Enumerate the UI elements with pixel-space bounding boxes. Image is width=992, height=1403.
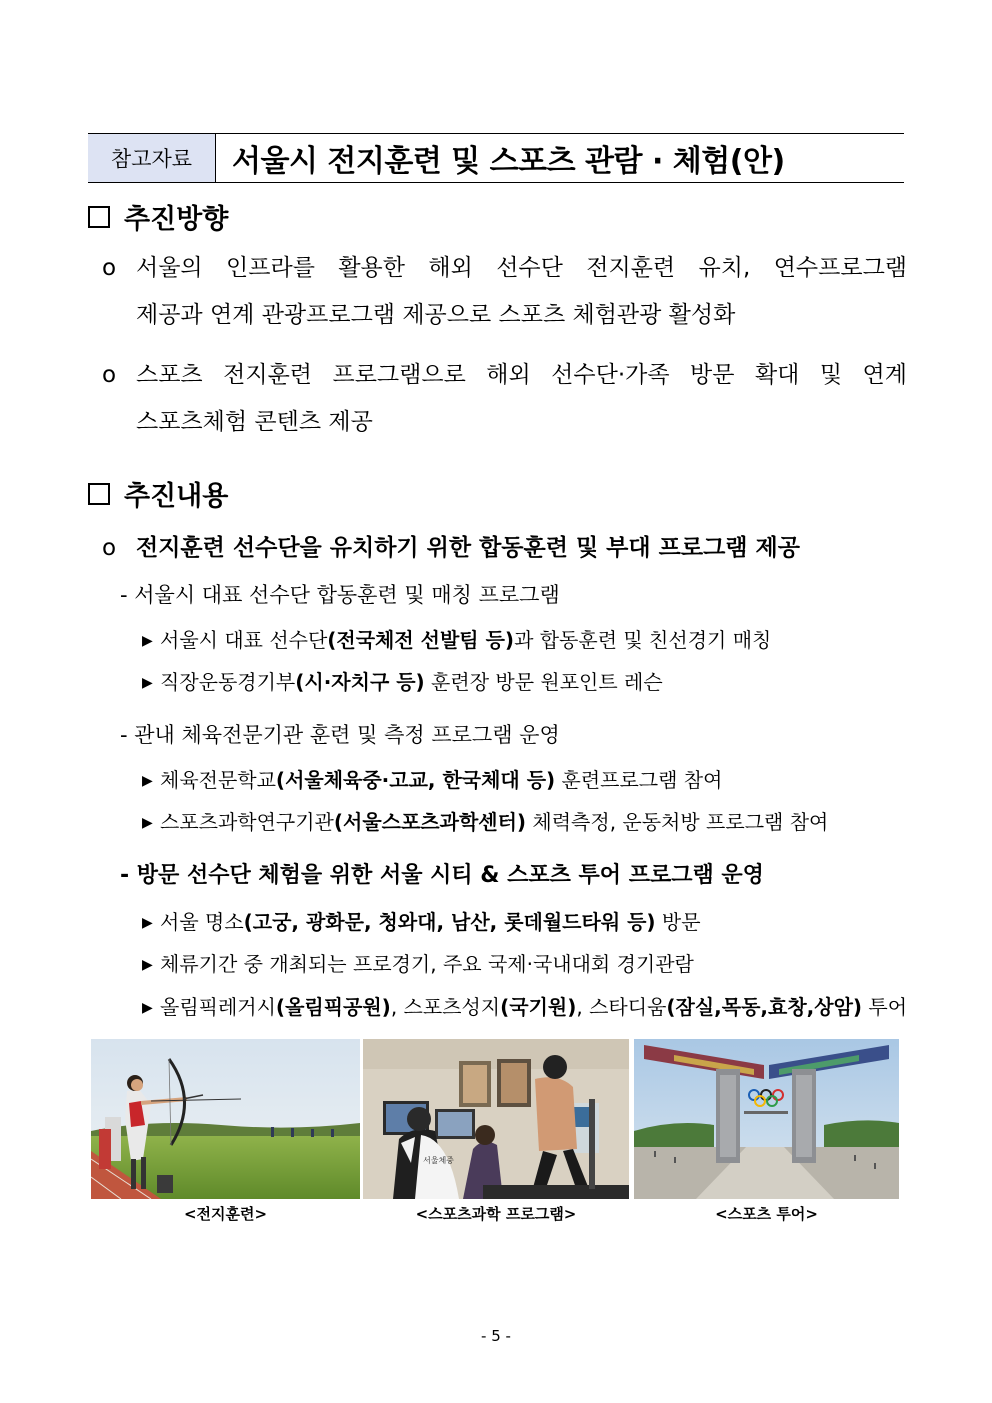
triangle-item [142, 906, 701, 935]
triangle-bullet-icon: ▶ [142, 1000, 153, 1016]
circle-bullet: o [102, 535, 117, 561]
item-bold-text: (올림픽공원) [275, 995, 391, 1019]
item-text: 과 합동훈련 및 친선경기 매칭 [514, 628, 772, 652]
item-bold-text: (고궁, 광화문, 청와대, 남산, 롯데월드타워 등) [243, 910, 656, 934]
page-number: - 5 - [481, 1327, 511, 1345]
item-text: , 스포츠성지 [390, 995, 501, 1019]
item-bold-text: (시·자치구 등) [295, 670, 425, 694]
triangle-bullet-icon: ▶ [142, 957, 153, 973]
item-text: 체육전문학교 [160, 768, 276, 792]
triangle-item [142, 624, 771, 653]
item-text: 훈련장 방문 원포인트 레슨 [424, 670, 663, 694]
triangle-item [142, 764, 722, 793]
item-text: 서울 명소 [160, 910, 244, 934]
checkbox-square-icon [88, 206, 110, 228]
content-main-item [102, 529, 800, 562]
document-title-box [88, 133, 904, 183]
dash-item-city-tour: - 방문 선수단 체험을 위한 서울 시티 & 스포츠 투어 프로그램 운영 [120, 863, 764, 888]
circle-bullet: o [102, 255, 117, 281]
section-heading-content [88, 474, 228, 513]
item-bold-text: (서울스포츠과학센터) [333, 810, 527, 834]
section-heading-direction [88, 197, 228, 236]
item-text: 방문 [655, 910, 701, 934]
item-text: 체류기간 중 개최되는 프로경기, 주요 국제·국내대회 경기관람 [160, 952, 694, 976]
checkbox-square-icon [88, 483, 110, 505]
direction-item-2 [102, 352, 907, 446]
paragraph-line: 스포츠체험 콘텐츠 제공 [136, 409, 373, 435]
archery-photo [91, 1039, 360, 1199]
dash-item-institutions: - 관내 체육전문기관 훈련 및 측정 프로그램 운영 [120, 723, 560, 747]
triangle-bullet-icon: ▶ [142, 815, 153, 831]
main-item-text: 전지훈련 선수단을 유치하기 위한 합동훈련 및 부대 프로그램 제공 [136, 535, 800, 561]
item-bold-text: (전국체전 선발팀 등) [327, 628, 515, 652]
triangle-item [142, 948, 694, 977]
item-text: 체력측정, 운동처방 프로그램 참여 [526, 810, 829, 834]
item-text: 훈련프로그램 참여 [555, 768, 723, 792]
olympic-park-gate-photo [634, 1039, 899, 1199]
triangle-item [142, 666, 663, 695]
section-heading-text: 추진내용 [124, 481, 229, 512]
item-bold-text: (잠실,목동,효창,상암) [666, 995, 863, 1019]
triangle-bullet-icon: ▶ [142, 633, 153, 649]
paragraph-line: 제공과 연계 관광프로그램 제공으로 스포츠 체험관광 활성화 [136, 302, 736, 328]
triangle-item [142, 806, 828, 835]
photo-caption: <스포츠 투어> [715, 1205, 818, 1223]
paragraph-line: 서울의 인프라를 활용한 해외 선수단 전지훈련 유치, 연수프로그램 [136, 255, 907, 281]
reference-label: 참고자료 [88, 134, 216, 182]
triangle-bullet-icon: ▶ [142, 915, 153, 931]
dash-item-joint-training: - 서울시 대표 선수단 합동훈련 및 매칭 프로그램 [120, 583, 560, 607]
direction-item-1 [102, 245, 907, 339]
item-text: 스포츠과학연구기관 [160, 810, 334, 834]
sports-science-photo [363, 1039, 629, 1199]
item-text: 직장운동경기부 [160, 670, 296, 694]
triangle-bullet-icon: ▶ [142, 675, 153, 691]
section-heading-text: 추진방향 [124, 204, 229, 235]
photo-caption: <전지훈련> [183, 1205, 268, 1223]
item-bold-text: (서울체육중·고교, 한국체대 등) [275, 768, 556, 792]
triangle-item [142, 991, 907, 1020]
item-bold-text: (국기원) [500, 995, 577, 1019]
item-text: 투어 [862, 995, 908, 1019]
circle-bullet: o [102, 362, 117, 388]
triangle-bullet-icon: ▶ [142, 773, 153, 789]
item-text: 서울시 대표 선수단 [160, 628, 328, 652]
page-title: 서울시 전지훈련 및 스포츠 관람 · 체험(안) [232, 144, 785, 179]
item-text: 올림픽레거시 [160, 995, 276, 1019]
photo-caption: <스포츠과학 프로그램> [415, 1205, 577, 1223]
item-text: , 스타디움 [576, 995, 667, 1019]
paragraph-line: 스포츠 전지훈련 프로그램으로 해외 선수단·가족 방문 확대 및 연계 [136, 362, 907, 388]
sign-text: 서울체중 [423, 1156, 454, 1165]
